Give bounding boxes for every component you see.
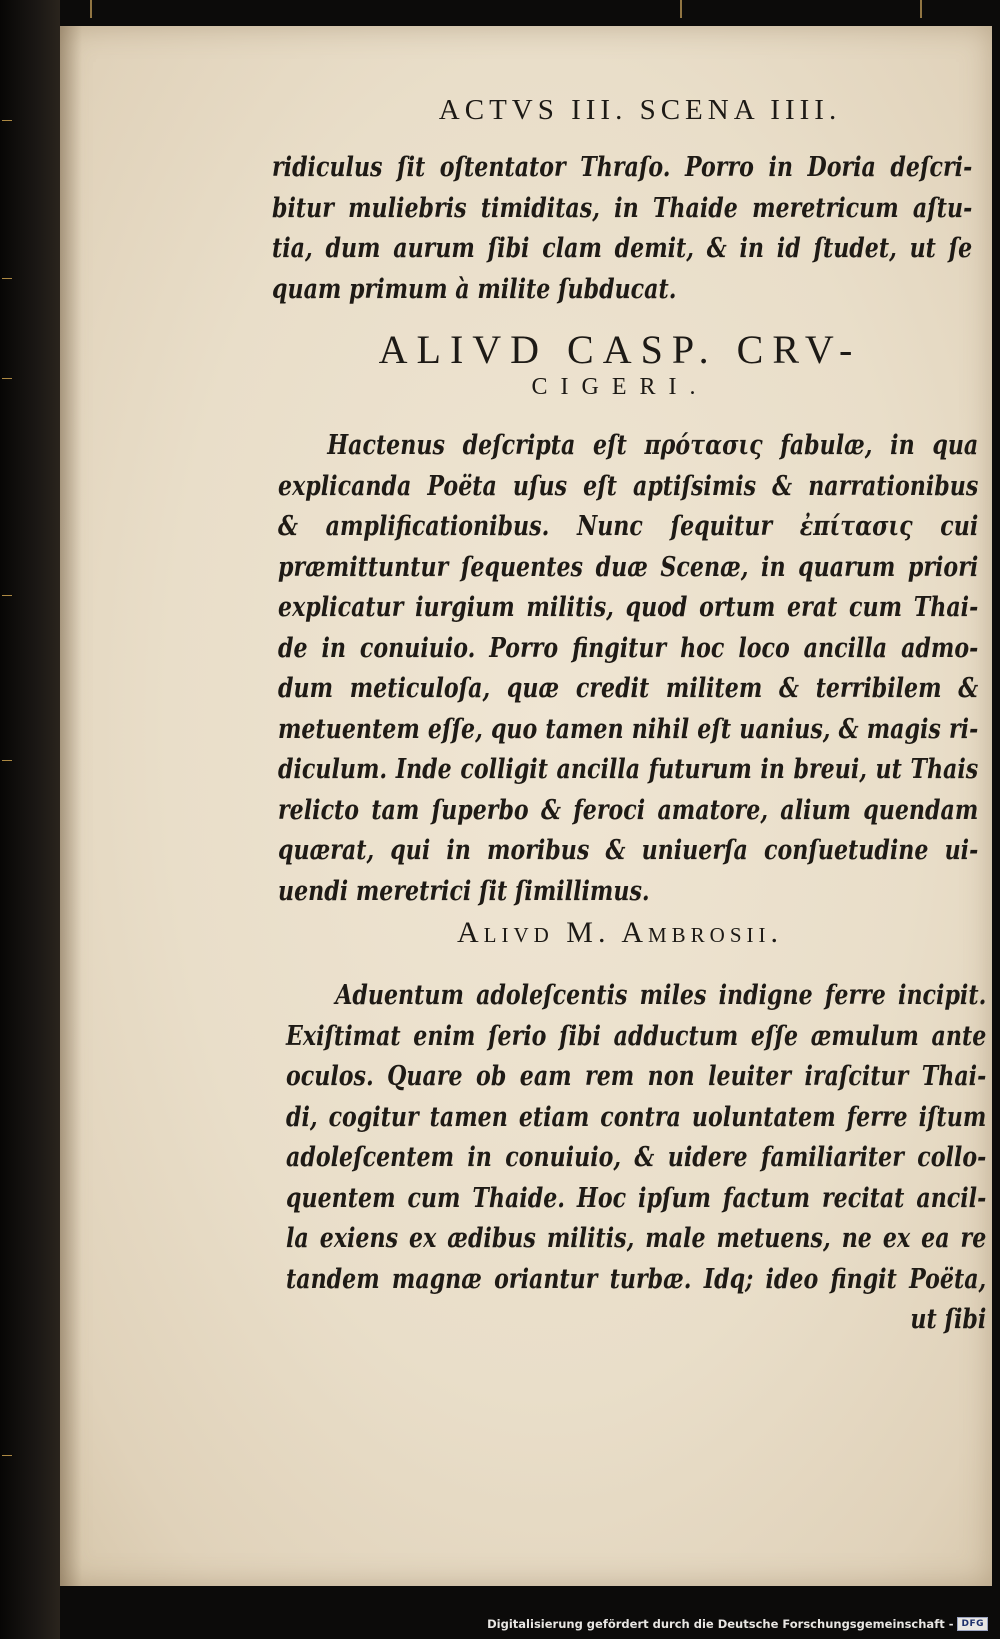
text-line: bitur muliebris timiditas, in Thaide meretricum aſtu- (272, 192, 973, 224)
text-line: adoleſcentem in conuiuio, & uidere familiariter collo- (286, 1142, 987, 1173)
text-line: & amplificationibus. Nunc ſequitur ἐπίτασις cui (278, 511, 979, 542)
paragraph-1 (272, 148, 973, 310)
section-heading: ALIVD CASP. CRV- (378, 327, 862, 372)
section-heading: Alivd M. Ambrosii. (456, 916, 784, 949)
text-line: quærat, qui in moribus & uniuerſa conſuetudine ui- (278, 835, 979, 866)
text-line: tia, dum aurum ſibi clam demit, & in id ſtudet, ut ſe (272, 233, 973, 264)
digitization-credit (487, 1615, 988, 1633)
text-line: di, cogitur tamen etiam contra uoluntatem ferre iſtum (286, 1101, 987, 1133)
text-line: relicto tam ſuperbo & feroci amatore, alium quendam (278, 794, 979, 826)
text-line: metuentem eſſe, quo tamen nihil eſt uanius, & magis ri- (278, 713, 979, 745)
paragraph-3 (286, 976, 987, 1341)
text-line: oculos. Quare ob eam rem non leuiter iraſcitur Thai- (286, 1061, 987, 1092)
book-edge-top (60, 0, 1000, 26)
text-line: Exiſtimat enim ſerio ſibi adductum eſſe æmulum ante (286, 1020, 987, 1052)
text-line: explicatur iurgium militis, quod ortum erat cum Thai- (278, 592, 979, 623)
text-line: Aduentum adoleſcentis miles indigne ferre incipit. (335, 980, 987, 1011)
credit-text: Digitalisierung gefördert durch die Deutsche Forschungsgemeinschaft - (487, 1617, 954, 1631)
text-line: explicanda Poëta uſus eſt aptiſsimis & narrationibus (278, 470, 979, 502)
page-content (60, 26, 992, 1586)
text-line: ridiculus ſit oſtentator Thraſo. Porro in Doria deſcri- (272, 152, 973, 183)
dfg-logo-icon: DFG (957, 1617, 988, 1631)
text-line: dum meticuloſa, quæ credit militem & terribilem & (278, 673, 979, 704)
text-line: uendi meretrici ſit ſimillimus. (278, 875, 650, 907)
text-line: quam primum à milite ſubducat. (272, 273, 677, 305)
paragraph-2 (278, 426, 979, 912)
text-line: de in conuiuio. Porro fingitur hoc loco ancilla admo- (278, 632, 979, 664)
text-line: Hactenus deſcripta eſt πρότασις fabulæ, in qua (327, 430, 979, 461)
running-head: ACTVS III. SCENA IIII. (438, 94, 842, 126)
text-line: diculum. Inde colligit ancilla futurum in breui, ut Thais (278, 754, 979, 785)
text-line: la exiens ex ædibus militis, male metuens, ne ex ea re (286, 1223, 987, 1254)
section-heading-continued: CIGERI. (531, 374, 709, 400)
ruler-marks (0, 0, 18, 1639)
text-line: tandem magnæ oriantur turbæ. Idq; ideo fingit Poëta, (286, 1263, 987, 1295)
text-line: quentem cum Thaide. Hoc ipſum factum recitat ancil- (286, 1182, 987, 1214)
text-line: præmittuntur ſequentes duæ Scenæ, in quarum priori (278, 551, 979, 583)
catchword: ut ſibi (910, 1304, 987, 1335)
